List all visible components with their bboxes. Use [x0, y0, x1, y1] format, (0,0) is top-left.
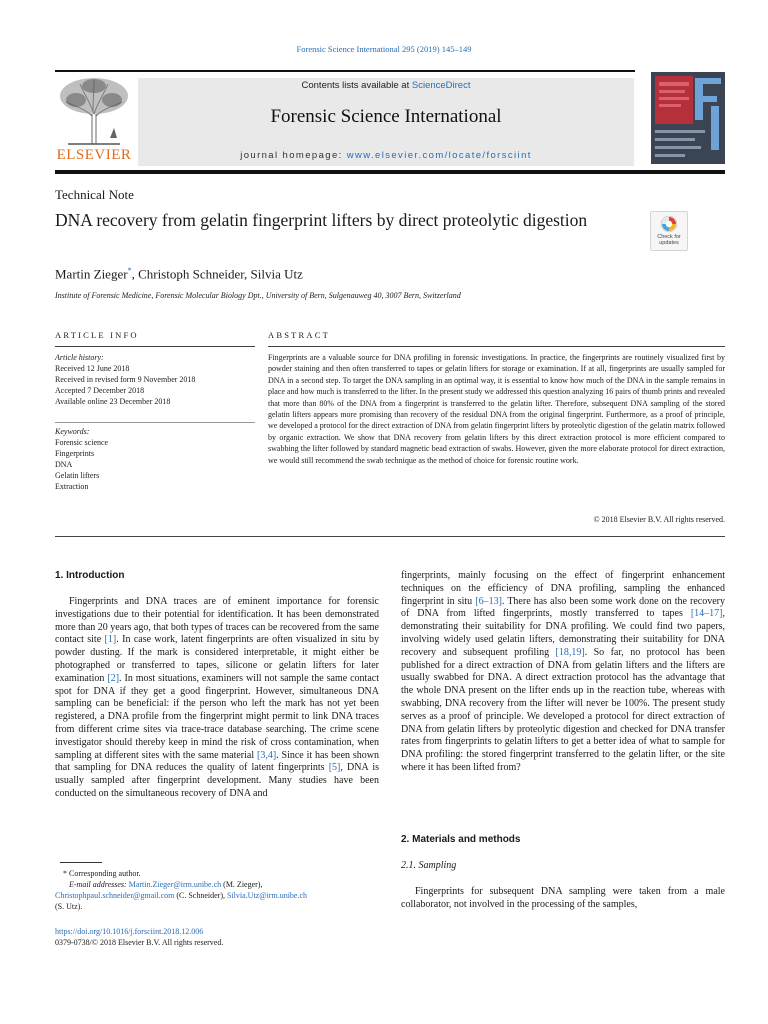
- citation-link[interactable]: [5]: [328, 762, 341, 774]
- keyword-item: Gelatin lifters: [55, 471, 100, 480]
- introduction-continued: [401, 570, 725, 775]
- issn-copyright: 0379-0738/© 2018 Elsevier B.V. All rights reserved.: [55, 938, 224, 947]
- history-accepted: Accepted 7 December 2018: [55, 386, 145, 395]
- email-link-utz[interactable]: Silvia.Utz@irm.unibe.ch: [227, 891, 308, 900]
- footnote-mark: *: [63, 869, 67, 878]
- history-revised: Received in revised form 9 November 2018: [55, 375, 196, 384]
- homepage-link[interactable]: www.elsevier.com/locate/forsciint: [346, 150, 532, 161]
- methods-heading: 2. Materials and methods: [401, 834, 521, 845]
- history-online: Available online 23 December 2018: [55, 397, 171, 406]
- intro-text: , DNA is usually sampled after fingerprint development. Many studies have been conducted on the simultaneous recovery of DNA and: [55, 762, 379, 799]
- citation-link[interactable]: [2]: [107, 672, 120, 684]
- abstract-heading: ABSTRACT: [268, 330, 330, 340]
- sampling-subheading: 2.1. Sampling: [401, 860, 457, 871]
- intro-text: , demonstrating their suitability for DNA profiling. We could find two papers, involving widely used gelatin lifters, demonstrating their suitability for DNA recovery and subsequent profiling: [401, 608, 725, 658]
- check-for-updates-button[interactable]: [650, 211, 688, 251]
- update-line-1: Check for: [657, 234, 681, 240]
- article-info-heading: ARTICLE INFO: [55, 330, 139, 340]
- contents-line: [138, 80, 634, 91]
- email-name: (M. Zieger),: [221, 880, 263, 889]
- journal-title: Forensic Science International: [270, 106, 502, 127]
- citation-link[interactable]: [3,4]: [256, 749, 277, 761]
- author-list: [55, 266, 303, 282]
- abstract-text: Fingerprints are a valuable source for DNA profiling in forensic investigations. In practice, the fingerprints are routinely visualized first by powder staining and then often transferred to tapes or gelatin lifters for storage or examination. If at all, fingerprints are usually sampled for DNA in a second step. To target the DNA sampling in an optimal way, it is essential to know how much of the DNA in the sample remains in place and how much is transferred to the lifter. In the present study we addressed this question analyzing 16 pairs of thumb prints and revealed that more than 80% of the DNA from a fingerprint is transferred to the gelatin lifter. Therefore, subsequent DNA sampling of the stored gelatin lifters appears more promising than recovery of the residual DNA from the original fingerprint. Furthermore, as a proof of principle, we developed a protocol for the direct extraction of DNA from gelatin fingerprint lifters by proteolytic digestion of the gelatin matrix followed by organic extraction. We show that DNA recovery from gelatin lifters by this direct extraction protocol is more efficient compared to swabbing the lifter followed by standard magnetic bead extraction of swabs. However, given the more elaborate protocol for direct extraction, we would still recommend the swab technique as the method of choice for forensic routine work.: [268, 353, 725, 465]
- corresponding-label: Corresponding author.: [69, 869, 141, 878]
- sciencedirect-link[interactable]: ScienceDirect: [411, 80, 471, 91]
- homepage-prefix: journal homepage:: [240, 150, 347, 161]
- email-name: (C. Schneider),: [174, 891, 227, 900]
- intro-text: . Since it has been shown that sampling for DNA reduces the quality of latent fingerprints: [55, 749, 379, 774]
- keyword-item: Extraction: [55, 482, 89, 491]
- email-footnote: [55, 879, 379, 890]
- history-received: Received 12 June 2018: [55, 364, 130, 373]
- abstract-copyright: © 2018 Elsevier B.V. All rights reserved.: [593, 515, 725, 524]
- email-label: E-mail addresses:: [69, 880, 129, 889]
- citation-link[interactable]: [1]: [104, 634, 117, 646]
- update-line-2: updates: [659, 240, 679, 246]
- introduction-heading: 1. Introduction: [55, 570, 125, 581]
- email-footnote-cont: [55, 890, 379, 901]
- citation-link[interactable]: [6–13]: [475, 595, 502, 607]
- journal-reference[interactable]: Forensic Science International 295 (2019) 145–149: [296, 44, 472, 54]
- homepage-line: [138, 150, 634, 161]
- header-rule-top: [55, 70, 635, 72]
- header-rule-bottom: [55, 170, 725, 174]
- elsevier-logo[interactable]: [54, 76, 134, 164]
- citation-link[interactable]: [14–17]: [690, 608, 723, 620]
- history-label: Article history:: [55, 353, 104, 362]
- front-matter-end-rule: [55, 536, 725, 537]
- doi-link[interactable]: https://doi.org/10.1016/j.forsciint.2018.12.006: [55, 927, 204, 936]
- footnotes: [55, 868, 379, 912]
- keywords-rule: [55, 422, 255, 423]
- elsevier-tree-icon: [54, 76, 134, 146]
- citation-link[interactable]: [18,19]: [555, 646, 585, 658]
- footnote-rule: [60, 862, 102, 863]
- check-for-updates-label: [651, 234, 687, 246]
- article-info-rule: [55, 346, 255, 347]
- article-type: Technical Note: [55, 187, 134, 202]
- corresponding-footnote: [55, 868, 379, 879]
- intro-text: . There has also been some work done on the recovery of DNA from lifted fingerprints, mostly transferred to tapes: [401, 595, 725, 620]
- email-link-schneider[interactable]: Christophpaul.schneider@gmail.com: [55, 891, 175, 900]
- affiliation: Institute of Forensic Medicine, Forensic Molecular Biology Dpt., University of Bern, Sulgenauweg 40, 3007 Bern, Switzerland: [55, 291, 461, 300]
- article-history: [55, 352, 255, 407]
- keywords: [55, 426, 255, 492]
- intro-text: fingerprints, mainly focusing on the effect of fingerprint enhancement techniques on the efficiency of DNA profiling, sampling the enhanced fingerprint in situ: [401, 570, 725, 607]
- article-title: DNA recovery from gelatin fingerprint lifters by direct proteolytic digestion: [55, 210, 588, 230]
- introduction-paragraph: [55, 596, 379, 801]
- journal-cover-icon: [651, 72, 725, 164]
- keyword-item: Fingerprints: [55, 449, 95, 458]
- contents-prefix: Contents lists available at: [301, 80, 412, 91]
- keyword-item: DNA: [55, 460, 73, 469]
- intro-text: Fingerprints and DNA traces are of eminent importance for forensic investigations due to their potential for identification. It has been demonstrated more than 20 years ago, that both types of traces can be recovered from the same contact site: [55, 596, 379, 646]
- corresponding-author-mark[interactable]: *: [127, 266, 132, 275]
- journal-masthead: [138, 78, 634, 166]
- email-name: (S. Utz).: [55, 902, 83, 911]
- abstract-rule: [268, 346, 725, 347]
- keyword-item: Forensic science: [55, 438, 109, 447]
- email-link-zieger[interactable]: Martin.Zieger@irm.unibe.ch: [128, 880, 222, 889]
- journal-cover-image[interactable]: [651, 72, 725, 164]
- intro-text: . In case work, latent fingerprints are often visualized in situ by powder dusting. If the mark is considered interpretable, it might either be photographed or transferred to tapes, silicone or gelatin lifters for later examination: [55, 634, 379, 684]
- author-zieger: Martin Zieger: [55, 266, 128, 282]
- sampling-paragraph: Fingerprints for subsequent DNA sampling were taken from a male collaborator, not involved in the processing of the samples,: [401, 886, 725, 910]
- intro-text: . So far, no protocol has been published for a direct extraction of DNA from gelatin lifters and the lifters are usually swabbed for DNA. A direct extraction protocol has the advantage that the whole DNA present on the lifter ends up in the reaction tube, whereas with swabbing, DNA recovery from the lifter will never be 100%. The present study serves as a proof of principle. We developed a protocol for direct extraction of DNA from gelatin lifters by proteolytic digestion and checked for DNA transfer rates from fingerprints to gelatin lifters to get a better idea of what to sample for DNA profiling: the stored fingerprint transferred to the gelatin lifter, or the site where it has been lifted from?: [401, 646, 725, 773]
- elsevier-wordmark: ELSEVIER: [56, 147, 132, 163]
- check-for-updates-icon: [660, 215, 678, 233]
- co-authors: , Christoph Schneider, Silvia Utz: [131, 266, 303, 282]
- keywords-label: Keywords:: [55, 427, 90, 436]
- intro-text: . In most situations, examiners will not sample the same contact spot for DNA if they get a good fingerprint. However, simultaneous DNA sampling can be beneficial: if the person who left the mark has not yet been registered, a DNA profile from the fingerprint might permit to link DNA traces from different crime sites via trace-trace database searching. The crime scene investigator should thereby keep in mind the risk of cross contamination, when sampling at different sites with the same material: [55, 672, 379, 761]
